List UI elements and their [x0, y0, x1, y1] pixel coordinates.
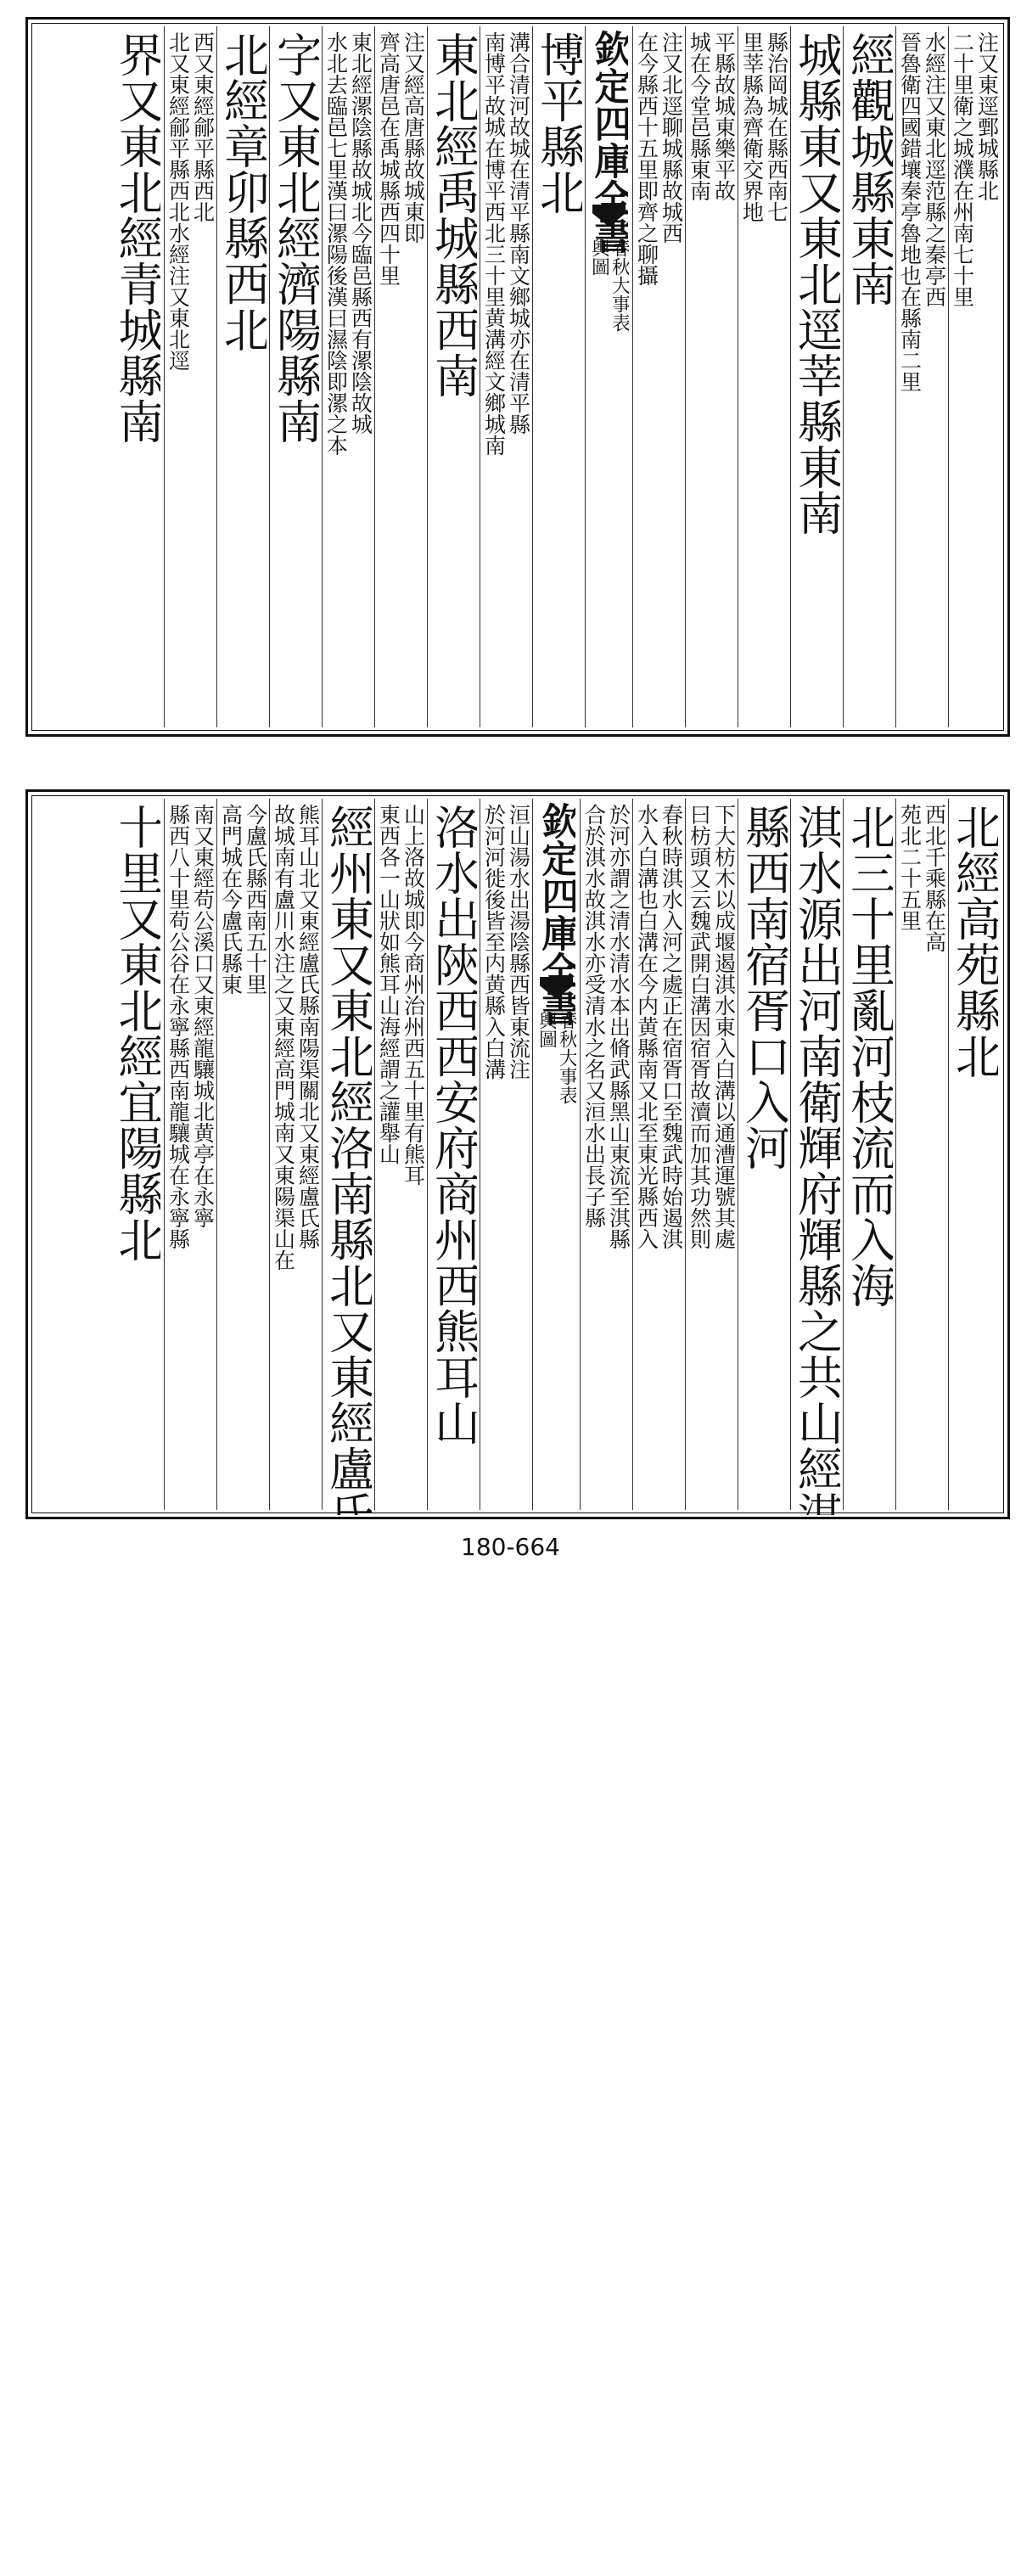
lower-page-block	[25, 789, 1010, 1519]
commentary-column	[895, 799, 948, 1510]
commentary-line: 於河河徙後皆至内黄縣入白溝	[484, 799, 505, 1515]
commentary-line: 春秋時淇水入河之處正在宿胥口至魏武時始遏淇	[661, 799, 682, 1515]
main-text-column	[790, 26, 843, 727]
commentary-column	[480, 799, 532, 1510]
main-text-column	[427, 26, 480, 727]
main-text-column	[843, 799, 895, 1510]
main-text-column	[111, 26, 164, 727]
main-text: 城縣東又東北逕莘縣東南	[794, 26, 840, 732]
section-title: 春秋大事表	[610, 239, 629, 1804]
main-text-column	[948, 799, 1001, 1510]
commentary-line	[847, 0, 868, 722]
folio-number	[550, 0, 564, 1323]
commentary-line: 熊耳山北又東經盧氏縣南陽渠關北又東經盧氏縣	[298, 799, 319, 1515]
commentary-line: 水經注又東北逕范縣之秦亭西	[924, 26, 945, 732]
commentary-column	[374, 799, 427, 1510]
center-fold-column	[585, 26, 632, 727]
commentary-line: 於河亦謂之清水清水本出脩武縣黑山東流至淇縣	[609, 799, 630, 1515]
commentary-column	[480, 26, 532, 727]
commentary-line: 南又東經苟公溪口又東經龍驤城北黄亭在永寧	[193, 799, 214, 1515]
section-subtitle: 輿圖	[537, 1011, 556, 2576]
commentary-line: 今盧氏縣西南五十里	[245, 799, 266, 1515]
main-text: 界又東北經青城縣南	[115, 26, 160, 732]
main-text: 北經章卯縣西北	[221, 26, 266, 732]
commentary-column	[580, 799, 632, 1510]
commentary-column	[322, 26, 374, 727]
commentary-line: 苑北二十五里	[900, 799, 921, 1515]
commentary-column	[948, 26, 1001, 727]
upper-page-columns	[35, 26, 1001, 727]
main-text-column	[269, 26, 322, 727]
commentary-line: 曰枋頭又云魏武開白溝因宿胥故瀆而加其功然則	[689, 799, 710, 1515]
commentary-column	[164, 799, 216, 1510]
commentary-column	[738, 26, 790, 727]
commentary-line: 城在今堂邑縣東南	[689, 26, 710, 732]
main-text: 經觀城縣東南	[847, 31, 893, 1597]
main-text: 經州東又東北經洛南縣北又東經盧	[326, 799, 372, 1515]
commentary-column	[895, 26, 948, 727]
commentary-line: 下大枋木以成堰遏淇水東入白溝以通漕運號其處	[714, 799, 735, 1515]
commentary-line: 北又東經鄃平縣西北水經注又東北逕	[168, 26, 189, 732]
main-text-column	[111, 799, 164, 1510]
commentary-column	[269, 799, 322, 1510]
commentary-column	[685, 26, 738, 727]
commentary-line: 縣治岡城在縣西南七	[766, 26, 788, 732]
commentary-line: 故城南有盧川水注之又東經高門城南又東陽渠山在	[273, 799, 295, 1515]
main-text-column	[216, 26, 269, 727]
commentary-line: 縣西八十里苟公谷在永寧縣西南龍驤城在永寧縣	[168, 799, 189, 1515]
commentary-line: 齊高唐邑在禹城縣西四十里	[379, 26, 400, 732]
main-text: 洛水出陝西西安府商州西熊耳山	[431, 799, 477, 1515]
commentary-line: 里莘縣為齊衛交界地	[742, 26, 763, 732]
commentary-column	[216, 799, 269, 1510]
section-subtitle: 輿圖	[590, 239, 609, 1804]
book-title: 欽定四庫全書	[538, 802, 575, 2367]
mixed-text-column	[843, 26, 895, 727]
lower-page-columns	[35, 799, 1001, 1510]
commentary-line: 在今縣西十五里即齊之聊攝	[637, 26, 658, 732]
commentary-line: 西北千乘縣在高	[924, 799, 945, 1515]
page-number: 180-664	[0, 1533, 1021, 1561]
main-text-column	[738, 799, 790, 1510]
commentary-line: 平縣故城東樂平故	[714, 26, 735, 732]
commentary-line: 注又經高唐縣故城東即	[403, 26, 424, 732]
commentary-column	[685, 799, 738, 1510]
main-text: 博平縣北	[536, 26, 582, 732]
commentary-line: 溝合清河故城在清平縣南文鄉城亦在清平縣	[508, 26, 530, 732]
commentary-line: 注又東逕鄄城縣北	[977, 26, 998, 732]
commentary-line: 晉魯衛四國錯壤秦亭魯地也在縣南二里	[900, 26, 921, 732]
commentary-line: 南博平故城在博平西北三十里黄溝經文鄉城南	[484, 26, 505, 732]
commentary-line: 合於淇水故淇水亦受清水之名又洹水出長子縣	[584, 799, 605, 1515]
commentary-column	[164, 26, 216, 727]
commentary-line: 高門城在今盧氏縣東	[221, 799, 242, 1515]
commentary-column	[374, 26, 427, 727]
commentary-line: 東西各一山狀如熊耳山海經謂之讙舉山	[379, 799, 400, 1515]
main-text: 淇水源出河南衛輝府輝縣之共山經	[794, 799, 840, 1515]
main-text: 北經高苑縣北	[952, 799, 998, 1515]
center-fold-column	[532, 799, 580, 1510]
commentary-line: 西又東經鄃平縣西北	[193, 26, 214, 732]
main-text: 字又東北經濟陽縣南	[273, 26, 319, 732]
main-text: 東北經禹城縣西南	[431, 26, 477, 732]
folio-number	[603, 0, 616, 541]
commentary-line	[872, 0, 893, 722]
book-title: 欽定四庫全書	[591, 30, 628, 1595]
main-text-column	[790, 799, 843, 1510]
main-text: 縣西南宿胥口入河	[742, 799, 788, 1515]
section-title: 春秋大事表	[558, 1011, 576, 2576]
commentary-column	[632, 26, 685, 727]
commentary-line: 二十里衛之城濮在州南七十里	[952, 26, 973, 732]
upper-page-block	[25, 17, 1010, 737]
main-text: 十里又東北經宜陽縣北	[115, 799, 160, 1515]
main-text-column	[322, 799, 374, 1510]
commentary-line: 山上洛故城即今商州治州西五十里有熊耳	[403, 799, 424, 1515]
commentary-line: 水入白溝也白溝在今内黄縣南又北至東光縣西入	[637, 799, 658, 1515]
commentary-line: 注又北逕聊城縣故城西	[661, 26, 682, 732]
main-text: 北三十里亂河枝流而入海	[847, 799, 893, 1515]
commentary-column	[632, 799, 685, 1510]
main-text-column	[427, 799, 480, 1510]
commentary-line: 洹山湯水出湯陰縣西皆東流注	[508, 799, 530, 1515]
commentary-line: 水北去臨邑七里漢曰漯陽後漢曰濕陰即漯之本	[326, 26, 347, 732]
commentary-line: 東北經漯陰縣故城北今臨邑縣西有漯陰故城	[351, 26, 372, 732]
